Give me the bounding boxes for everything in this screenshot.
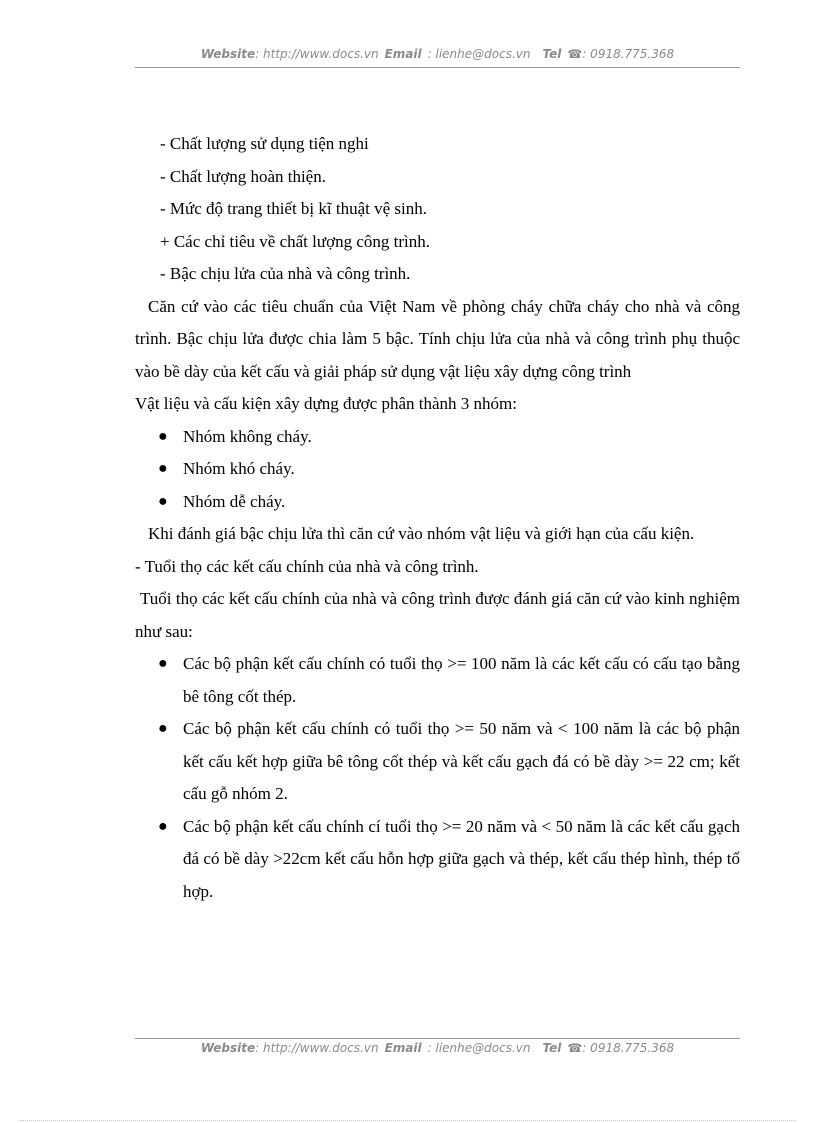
list-item-text: Các bộ phận kết cấu chính cí tuổi thọ >= 20 năm và < 50 năm là các kết cấu gạch đá có bề dày >22cm kết cấu hỗn hợp giữa gạch và thép, kết cấu thép hình, thép tổ hợp.: [183, 816, 740, 901]
bullet-icon: ●: [158, 460, 168, 477]
footer-email-link[interactable]: : lienhe@docs.vn: [427, 1041, 531, 1055]
list-item: [135, 648, 740, 713]
footer-website-label: Website: [200, 1041, 256, 1055]
para-assessment: Khi đánh giá bậc chịu lửa thì căn cứ vào nhóm vật liệu và giới hạn của cấu kiện.: [148, 524, 695, 543]
footer-tel-label: Tel: [542, 1041, 562, 1055]
header-tel-value: ☎: 0918.775.368: [567, 47, 675, 61]
header-email-label: Email: [384, 47, 422, 61]
header-email-link[interactable]: : lienhe@docs.vn: [427, 47, 531, 61]
footer-email-label: Email: [384, 1041, 422, 1055]
item-lifespan: - Tuổi thọ các kết cấu chính của nhà và công trình.: [135, 556, 479, 576]
list-item: [135, 811, 740, 909]
list-item: [135, 486, 740, 519]
bullet-icon: ●: [158, 720, 168, 737]
list-item: [135, 713, 740, 811]
page-header: [135, 47, 740, 68]
page-bottom-rule: [20, 1120, 796, 1121]
item-finish: - Chất lượng hoàn thiện.: [160, 166, 326, 186]
list-item: [135, 453, 740, 486]
header-website-label: Website: [200, 47, 256, 61]
footer-tel-value: ☎: 0918.775.368: [567, 1041, 675, 1055]
list-item-text: Nhóm dễ cháy.: [183, 491, 286, 511]
document-body: [135, 128, 740, 908]
list-item-text: Các bộ phận kết cấu chính có tuổi thọ >= 50 năm và < 100 năm là các bộ phận kết cấu kết hợp giữa bê tông cốt thép và kết cấu gạch đá có bề dày >= 22 cm; kết cấu gỗ nhóm 2.: [183, 719, 740, 803]
header-tel-label: Tel: [542, 47, 562, 61]
para-fire-standard: Căn cứ vào các tiêu chuẩn của Việt Nam về phòng cháy chữa cháy cho nhà và công trình. Bậc chịu lửa được chia làm 5 bậc. Tính chịu lửa của nhà và công trình phụ thuộc vào bề dày của kết cấu và giải pháp sử dụng vật liệu xây dựng công trình: [135, 296, 740, 381]
lifespan-list: [135, 648, 740, 908]
item-fire-grade: - Bậc chịu lửa của nhà và công trình.: [160, 264, 411, 283]
para-material-groups: Vật liệu và cấu kiện xây dựng được phân thành 3 nhóm:: [135, 394, 517, 413]
material-groups-list: [135, 421, 740, 519]
list-item-text: Nhóm khó cháy.: [183, 459, 295, 478]
item-quality-criteria: + Các chỉ tiêu về chất lượng công trình.: [160, 231, 430, 251]
item-comfort: - Chất lượng sử dụng tiện nghi: [160, 134, 369, 153]
bullet-icon: ●: [158, 655, 168, 672]
list-item-text: Nhóm không cháy.: [183, 426, 312, 446]
para-lifespan: Tuổi thọ các kết cấu chính của nhà và công trình được đánh giá căn cứ vào kinh nghiệm như sau:: [135, 589, 740, 641]
item-equipment: - Mức độ trang thiết bị kĩ thuật vệ sinh.: [160, 199, 428, 218]
list-item: [135, 421, 740, 454]
bullet-icon: ●: [158, 817, 168, 835]
footer-website-link[interactable]: : http://www.docs.vn: [255, 1041, 379, 1055]
page-footer: [135, 1038, 740, 1059]
bullet-icon: ●: [158, 427, 168, 445]
list-item-text: Các bộ phận kết cấu chính có tuổi thọ >= 100 năm là các kết cấu có cấu tạo bằng bê tông cốt thép.: [183, 654, 740, 706]
header-website-link[interactable]: : http://www.docs.vn: [255, 47, 379, 61]
bullet-icon: ●: [158, 492, 168, 510]
